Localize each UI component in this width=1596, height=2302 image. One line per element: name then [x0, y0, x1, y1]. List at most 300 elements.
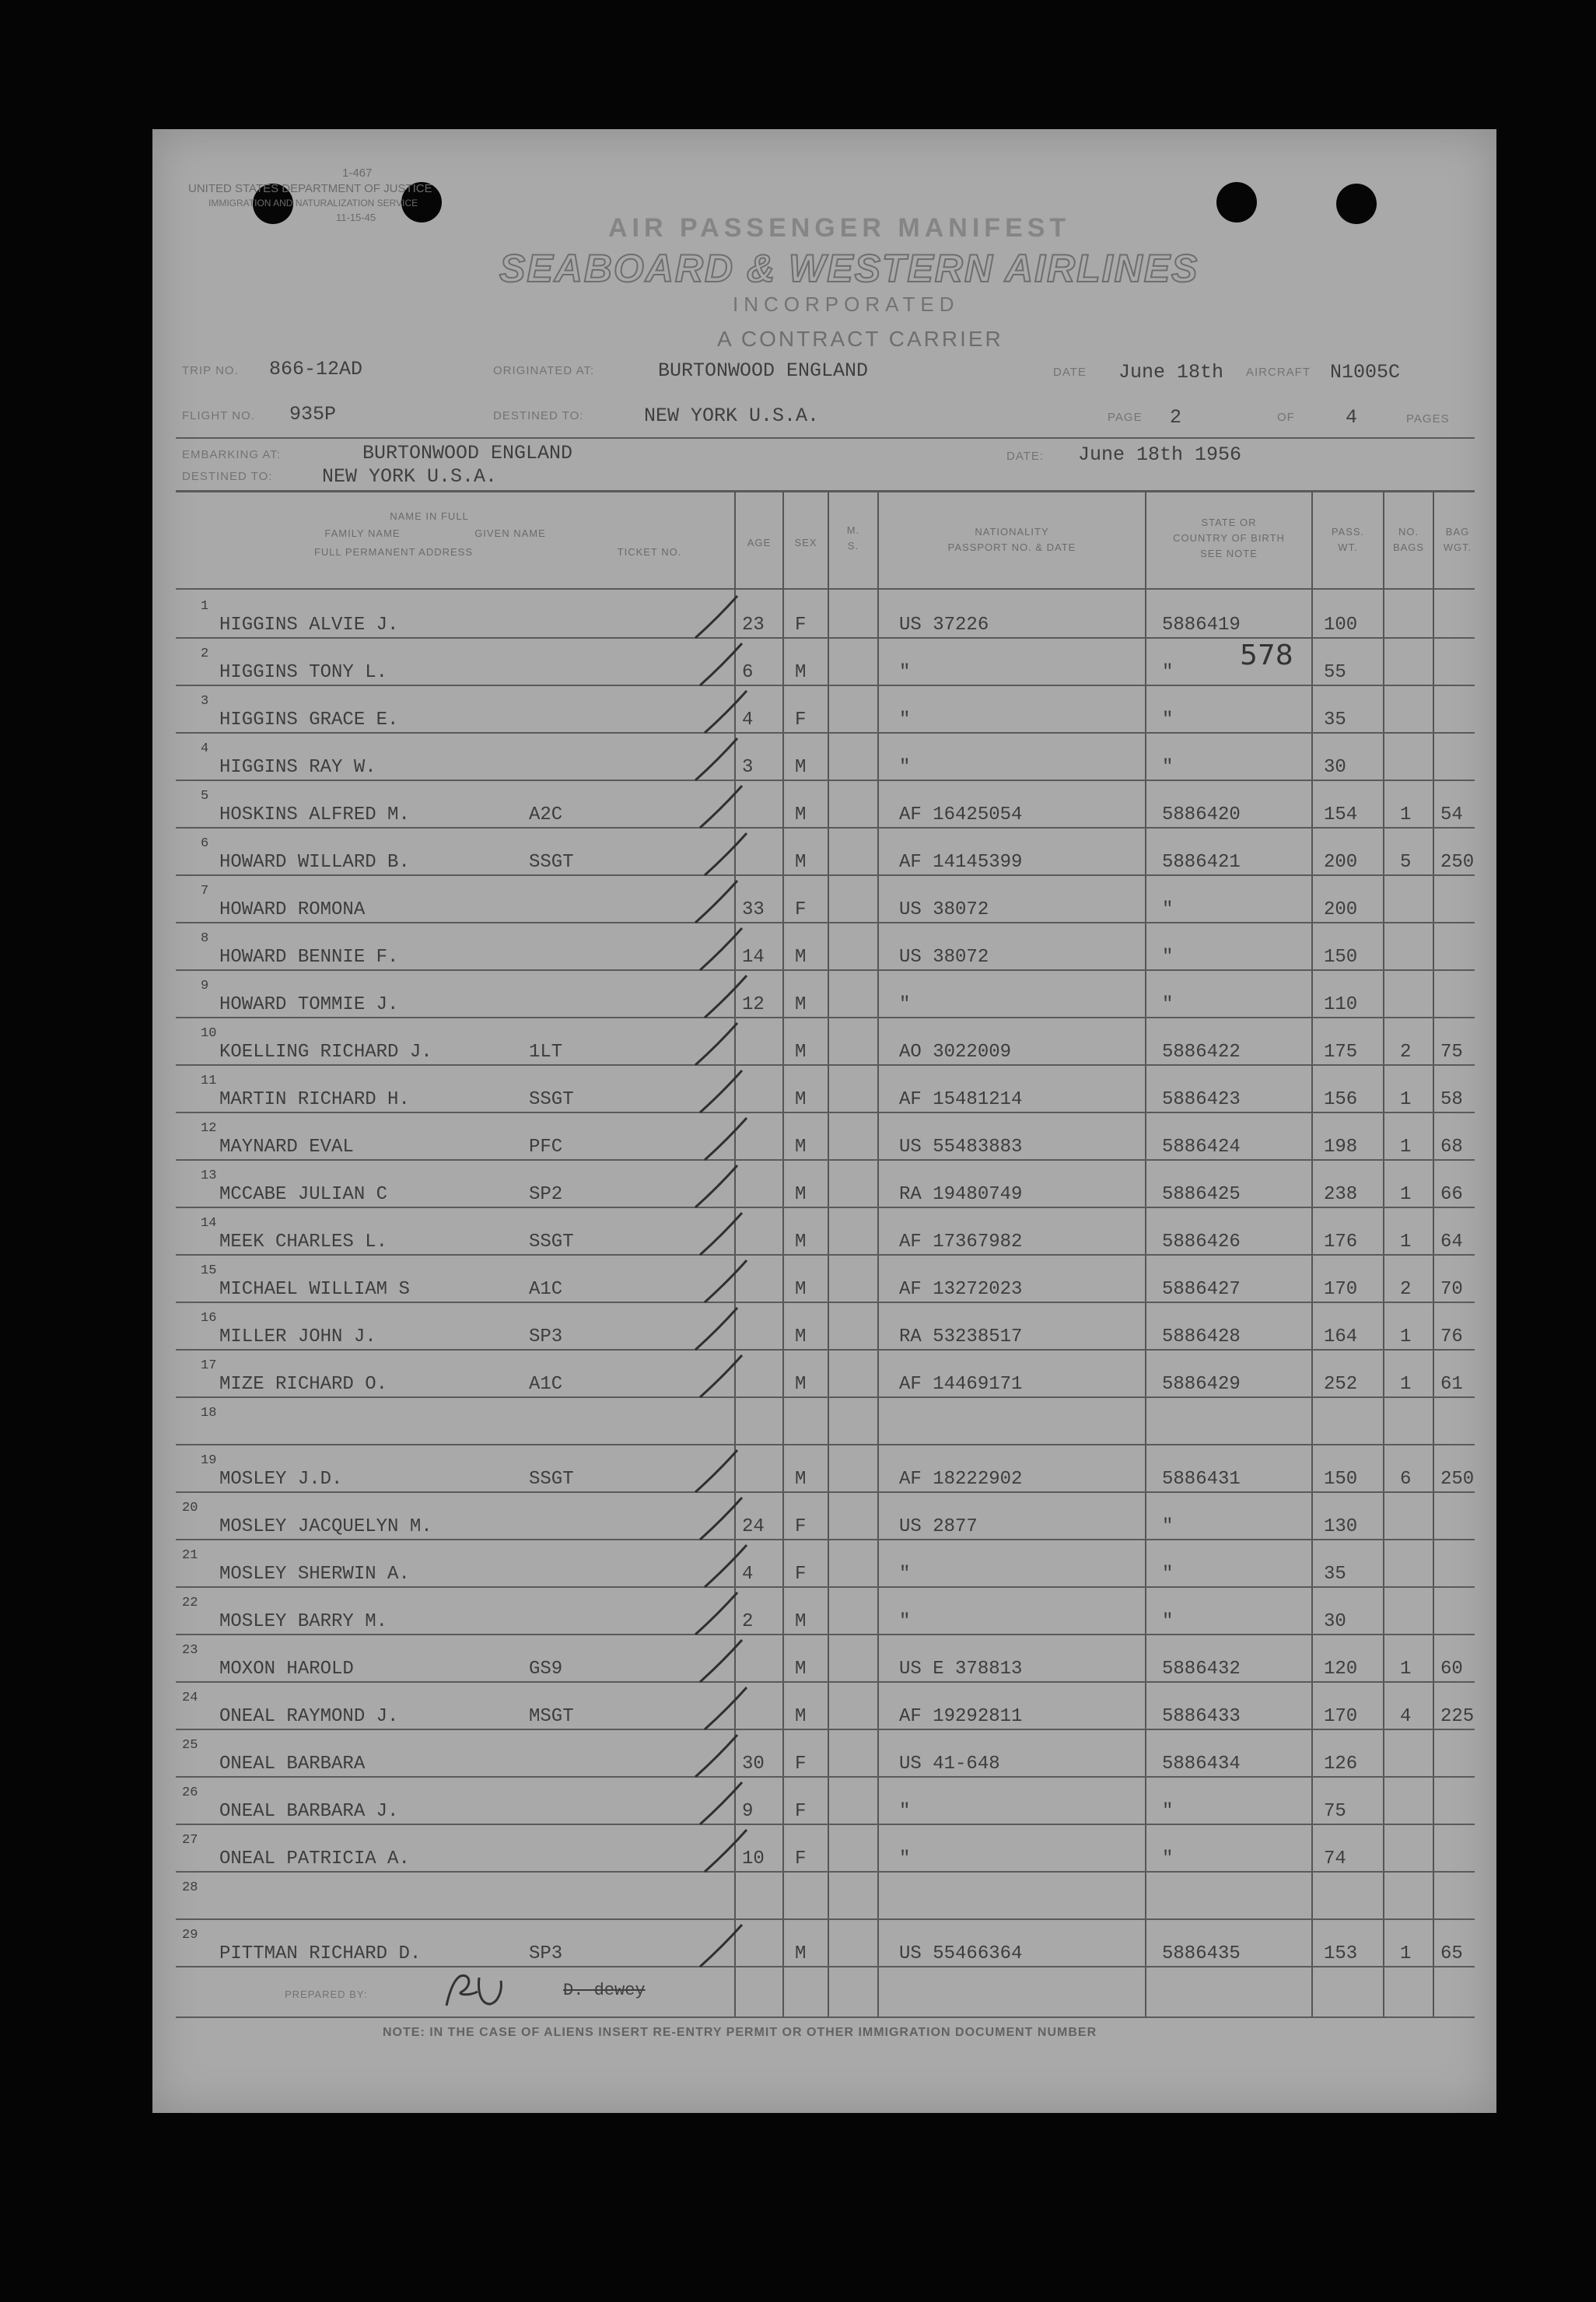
- cell-name: HIGGINS GRACE E.: [219, 710, 399, 731]
- cell-ticket: 5886433: [1162, 1706, 1241, 1727]
- agency-line-2: IMMIGRATION AND NATURALIZATION SERVICE: [208, 198, 418, 208]
- cell-wt: 100: [1324, 615, 1358, 636]
- cell-bags: 4: [1400, 1706, 1412, 1727]
- cell-ticket: 5886419: [1162, 615, 1241, 636]
- col-header-state-l2: COUNTRY OF BIRTH: [1173, 532, 1285, 544]
- cell-passport: ": [899, 757, 911, 778]
- cell-sex: M: [795, 1137, 807, 1158]
- cell-passport: ": [899, 994, 911, 1015]
- table-row: [152, 1208, 1496, 1256]
- cell-name: HIGGINS ALVIE J.: [219, 615, 399, 636]
- cell-sex: M: [795, 662, 807, 683]
- cell-ticket: ": [1162, 1564, 1174, 1585]
- cell-ticket: ": [1162, 1611, 1174, 1632]
- cell-rank: A1C: [529, 1374, 563, 1395]
- cell-bags: 2: [1400, 1042, 1412, 1063]
- row-number: 17: [201, 1358, 217, 1373]
- cell-ticket: 5886435: [1162, 1943, 1241, 1964]
- row-number: 15: [201, 1263, 217, 1278]
- cell-wt: 150: [1324, 1469, 1358, 1490]
- cell-sex: F: [795, 710, 807, 731]
- cell-rank: SSGT: [529, 1089, 574, 1110]
- check-mark: [689, 1922, 751, 1971]
- cell-passport: ": [899, 1611, 911, 1632]
- col-header-bags-l2: BAGS: [1392, 541, 1425, 553]
- cell-sex: F: [795, 899, 807, 920]
- cell-passport: AF 16425054: [899, 804, 1023, 825]
- cell-bags: 1: [1400, 804, 1412, 825]
- flight-no-value: 935P: [289, 403, 337, 426]
- cell-passport: US 38072: [899, 947, 989, 968]
- cell-name: MICHAEL WILLIAM S: [219, 1279, 410, 1300]
- punch-hole: [1216, 182, 1257, 222]
- destined-to2-value: NEW YORK U.S.A.: [322, 465, 498, 488]
- trip-no-value: 866-12AD: [269, 358, 363, 380]
- cell-sex: M: [795, 1089, 807, 1110]
- table-row: [152, 1066, 1496, 1113]
- footer-note: NOTE: IN THE CASE OF ALIENS INSERT RE-ENTRY PERMIT OR OTHER IMMIGRATION DOCUMENT NUMBER: [383, 2026, 1097, 2039]
- cell-rank: GS9: [529, 1659, 563, 1680]
- aircraft-value: N1005C: [1330, 361, 1401, 384]
- cell-passport: AF 17367982: [899, 1232, 1023, 1253]
- cell-age: 6: [742, 662, 754, 683]
- cell-age: 4: [742, 710, 754, 731]
- cell-name: MIZE RICHARD O.: [219, 1374, 388, 1395]
- cell-wt: 154: [1324, 804, 1358, 825]
- cell-wt: 30: [1324, 1611, 1346, 1632]
- table-row: [152, 1303, 1496, 1351]
- col-header-nat-l1: NATIONALITY: [975, 526, 1049, 538]
- cell-rank: SP2: [529, 1184, 563, 1205]
- cell-ticket: ": [1162, 710, 1174, 731]
- cell-wt: 153: [1324, 1943, 1358, 1964]
- col-header-ms-l1: M.: [846, 524, 860, 536]
- check-mark: [689, 1257, 751, 1307]
- table-row: [152, 1113, 1496, 1161]
- table-row: [152, 1778, 1496, 1825]
- cell-ticket: ": [1162, 1801, 1174, 1822]
- of-value: 4: [1346, 406, 1358, 429]
- cell-age: 2: [742, 1611, 754, 1632]
- cell-name: HOWARD WILLARD B.: [219, 852, 410, 873]
- check-mark: [689, 688, 754, 738]
- cell-passport: ": [899, 710, 911, 731]
- col-header-bags: [1384, 524, 1433, 555]
- cell-sex: M: [795, 1279, 807, 1300]
- prepared-by-label: PREPARED BY:: [285, 1988, 368, 2000]
- destined-to-label: DESTINED TO:: [493, 409, 584, 422]
- cell-name: HOSKINS ALFRED M.: [219, 804, 410, 825]
- cell-ticket: 5886426: [1162, 1232, 1241, 1253]
- check-mark: [689, 878, 751, 927]
- preparer-name: D. dewey: [563, 1981, 646, 2000]
- cell-wt: 200: [1324, 899, 1358, 920]
- cell-ticket: ": [1162, 947, 1174, 968]
- carrier-label: A CONTRACT CARRIER: [717, 327, 1003, 351]
- cell-sex: M: [795, 804, 807, 825]
- col-header-address: FULL PERMANENT ADDRESS: [313, 546, 474, 558]
- cell-age: 24: [742, 1516, 765, 1537]
- cell-passport: AO 3022009: [899, 1042, 1012, 1063]
- pages-label: PAGES: [1406, 412, 1450, 426]
- table-row: [152, 971, 1496, 1018]
- cell-name: ONEAL BARBARA J.: [219, 1801, 399, 1822]
- cell-sex: M: [795, 1184, 807, 1205]
- check-mark: [689, 783, 751, 832]
- cell-name: MARTIN RICHARD H.: [219, 1089, 410, 1110]
- table-row: [152, 686, 1496, 734]
- col-header-sex: SEX: [794, 537, 817, 548]
- destined-to2-label: DESTINED TO:: [182, 470, 273, 483]
- cell-bags: 1: [1400, 1943, 1412, 1964]
- table-row: [152, 923, 1496, 971]
- cell-sex: F: [795, 1564, 807, 1585]
- check-mark: [689, 593, 751, 643]
- table-row: [152, 1635, 1496, 1683]
- cell-bags: 1: [1400, 1326, 1412, 1347]
- cell-passport: AF 14145399: [899, 852, 1023, 873]
- row-number: 22: [182, 1596, 198, 1610]
- cell-age: 14: [742, 947, 765, 968]
- row-number: 3: [201, 694, 209, 709]
- cell-bags: 1: [1400, 1089, 1412, 1110]
- cell-passport: US 38072: [899, 899, 989, 920]
- cell-name: MEEK CHARLES L.: [219, 1232, 388, 1253]
- cell-ticket: 5886425: [1162, 1184, 1241, 1205]
- row-number: 5: [201, 789, 209, 804]
- cell-wt: 110: [1324, 994, 1358, 1015]
- cell-wt: 35: [1324, 1564, 1346, 1585]
- date2-value: June 18th 1956: [1078, 443, 1242, 466]
- table-row: [152, 1018, 1496, 1066]
- table-row: [152, 1588, 1496, 1635]
- cell-bags: 1: [1400, 1659, 1412, 1680]
- table-row: [152, 1540, 1496, 1588]
- col-header-bags-l1: NO.: [1398, 526, 1419, 538]
- cell-sex: M: [795, 757, 807, 778]
- row-number: 11: [201, 1074, 217, 1088]
- cell-name: MOXON HAROLD: [219, 1659, 354, 1680]
- cell-age: 12: [742, 994, 765, 1015]
- table-row: [152, 591, 1496, 639]
- table-row: [152, 1398, 1496, 1445]
- check-mark: [689, 972, 751, 1022]
- check-mark: [689, 1589, 754, 1639]
- table-row: [152, 1730, 1496, 1778]
- cell-passport: US 41-648: [899, 1754, 1000, 1775]
- row-number: 27: [182, 1833, 198, 1848]
- cell-bagwt: 54: [1440, 804, 1463, 825]
- of-label: OF: [1277, 411, 1295, 424]
- col-header-pass-l1: PASS.: [1331, 526, 1365, 538]
- table-row: [152, 1351, 1496, 1398]
- check-mark: [689, 1637, 751, 1687]
- check-mark: [689, 640, 754, 690]
- check-mark: [689, 1779, 754, 1829]
- cell-ticket: 5886434: [1162, 1754, 1241, 1775]
- table-row: [152, 829, 1496, 876]
- col-header-ms-l2: S.: [847, 540, 859, 552]
- originated-at-value: BURTONWOOD ENGLAND: [658, 359, 869, 382]
- cell-bags: 1: [1400, 1137, 1412, 1158]
- cell-bagwt: 60: [1440, 1659, 1463, 1680]
- row-number: 25: [182, 1738, 198, 1753]
- row-number: 10: [201, 1026, 217, 1041]
- col-header-family: FAMILY NAME: [324, 527, 401, 539]
- cell-sex: M: [795, 1042, 807, 1063]
- page-label: PAGE: [1108, 411, 1143, 424]
- cell-ticket: ": [1162, 899, 1174, 920]
- manifest-title: AIR PASSENGER MANIFEST: [608, 213, 1071, 243]
- col-header-state-l3: SEE NOTE: [1200, 548, 1258, 559]
- incorporated-label: INCORPORATED: [733, 293, 960, 316]
- cell-wt: 200: [1324, 852, 1358, 873]
- cell-name: MOSLEY BARRY M.: [219, 1611, 388, 1632]
- col-header-name: NAME IN FULL: [390, 510, 469, 522]
- cell-sex: M: [795, 994, 807, 1015]
- table-row: [152, 1825, 1496, 1873]
- cell-passport: ": [899, 1848, 911, 1869]
- manifest-sheet: [152, 129, 1496, 2113]
- row-number: 29: [182, 1928, 198, 1943]
- cell-sex: M: [795, 1232, 807, 1253]
- cell-bags: 2: [1400, 1279, 1412, 1300]
- row-number: 26: [182, 1785, 198, 1800]
- handwritten-number: 578: [1240, 639, 1293, 671]
- cell-wt: 120: [1324, 1659, 1358, 1680]
- cell-ticket: 5886432: [1162, 1659, 1241, 1680]
- cell-bagwt: 225: [1440, 1706, 1475, 1727]
- table-bottom-line: [176, 2016, 1475, 2018]
- cell-bagwt: 250: [1440, 852, 1475, 873]
- cell-passport: ": [899, 1801, 911, 1822]
- cell-age: 23: [742, 615, 765, 636]
- cell-wt: 55: [1324, 662, 1346, 683]
- row-number: 20: [182, 1501, 198, 1515]
- row-number: 23: [182, 1643, 198, 1658]
- cell-passport: US 37226: [899, 615, 989, 636]
- cell-bagwt: 66: [1440, 1184, 1463, 1205]
- trip-no-label: TRIP NO.: [182, 364, 239, 377]
- cell-sex: F: [795, 1848, 807, 1869]
- row-number: 28: [182, 1880, 198, 1895]
- col-header-ms: [829, 523, 877, 554]
- cell-passport: US 55466364: [899, 1943, 1023, 1964]
- cell-passport: US 2877: [899, 1516, 978, 1537]
- check-mark: [689, 1162, 751, 1212]
- cell-rank: MSGT: [529, 1706, 574, 1727]
- airline-name: SEABOARD & WESTERN AIRLINES: [499, 247, 1199, 290]
- cell-passport: US 55483883: [899, 1137, 1023, 1158]
- check-mark: [689, 1684, 751, 1734]
- check-mark: [689, 830, 751, 880]
- cell-bagwt: 76: [1440, 1326, 1463, 1347]
- cell-passport: AF 13272023: [899, 1279, 1023, 1300]
- embarking-at-value: BURTONWOOD ENGLAND: [362, 442, 573, 464]
- cell-age: 10: [742, 1848, 765, 1869]
- row-number: 21: [182, 1548, 198, 1563]
- aircraft-label: AIRCRAFT: [1246, 366, 1311, 379]
- cell-age: 4: [742, 1564, 754, 1585]
- cell-bagwt: 70: [1440, 1279, 1463, 1300]
- row-number: 19: [201, 1453, 217, 1468]
- originated-at-label: ORIGINATED AT:: [493, 364, 595, 377]
- cell-ticket: 5886420: [1162, 804, 1241, 825]
- row-number: 24: [182, 1691, 198, 1705]
- divider: [176, 437, 1475, 439]
- cell-name: MAYNARD EVAL: [219, 1137, 354, 1158]
- check-mark: [689, 1447, 751, 1497]
- cell-name: KOELLING RICHARD J.: [219, 1042, 432, 1063]
- cell-bagwt: 68: [1440, 1137, 1463, 1158]
- cell-wt: 35: [1324, 710, 1346, 731]
- cell-age: 9: [742, 1801, 754, 1822]
- cell-bagwt: 65: [1440, 1943, 1463, 1964]
- cell-rank: SP3: [529, 1943, 563, 1964]
- cell-wt: 175: [1324, 1042, 1358, 1063]
- table-row: [152, 1493, 1496, 1540]
- table-top-line: [176, 490, 1475, 492]
- check-mark: [689, 1352, 751, 1402]
- cell-wt: 130: [1324, 1516, 1358, 1537]
- cell-name: ONEAL RAYMOND J.: [219, 1706, 399, 1727]
- cell-sex: F: [795, 615, 807, 636]
- row-number: 16: [201, 1311, 217, 1326]
- check-mark: [689, 1494, 751, 1544]
- table-row: [152, 1256, 1496, 1303]
- table-row: [152, 1161, 1496, 1208]
- destined-to-value: NEW YORK U.S.A.: [644, 405, 820, 427]
- cell-passport: US E 378813: [899, 1659, 1023, 1680]
- cell-bagwt: 75: [1440, 1042, 1463, 1063]
- cell-bagwt: 250: [1440, 1469, 1475, 1490]
- col-header-nat-l2: PASSPORT NO. & DATE: [947, 541, 1076, 553]
- col-header-nationality: [879, 524, 1145, 555]
- cell-name: PITTMAN RICHARD D.: [219, 1943, 422, 1964]
- cell-rank: 1LT: [529, 1042, 563, 1063]
- check-mark: [689, 1305, 751, 1354]
- cell-bags: 1: [1400, 1184, 1412, 1205]
- row-number: 2: [201, 646, 209, 661]
- row-line: [176, 1966, 1475, 1967]
- cell-ticket: 5886423: [1162, 1089, 1241, 1110]
- cell-name: ONEAL PATRICIA A.: [219, 1848, 410, 1869]
- table-row: [152, 1920, 1496, 1967]
- cell-name: MCCABE JULIAN C: [219, 1184, 388, 1205]
- cell-ticket: 5886429: [1162, 1374, 1241, 1395]
- table-row: [152, 1683, 1496, 1730]
- table-row: [152, 1445, 1496, 1493]
- row-number: 8: [201, 931, 209, 946]
- cell-name: HOWARD BENNIE F.: [219, 947, 399, 968]
- cell-ticket: ": [1162, 757, 1174, 778]
- cell-sex: F: [795, 1801, 807, 1822]
- cell-wt: 156: [1324, 1089, 1358, 1110]
- cell-sex: M: [795, 1374, 807, 1395]
- table-row: [152, 639, 1496, 686]
- row-number: 14: [201, 1216, 217, 1231]
- col-header-given: GIVEN NAME: [474, 527, 546, 539]
- col-header-state: [1146, 515, 1311, 562]
- date-label: DATE: [1053, 366, 1087, 379]
- cell-sex: F: [795, 1516, 807, 1537]
- initials-signature: [439, 1968, 509, 2015]
- col-header-ticket: TICKET NO.: [617, 546, 682, 558]
- cell-age: 3: [742, 757, 754, 778]
- cell-bags: 5: [1400, 852, 1412, 873]
- cell-name: MOSLEY JACQUELYN M.: [219, 1516, 432, 1537]
- cell-sex: M: [795, 1611, 807, 1632]
- table-row: [152, 734, 1496, 781]
- cell-age: 33: [742, 899, 765, 920]
- cell-bags: 1: [1400, 1232, 1412, 1253]
- date-value: June 18th: [1118, 361, 1224, 384]
- cell-rank: A1C: [529, 1279, 563, 1300]
- cell-sex: F: [795, 1754, 807, 1775]
- check-mark: [689, 1020, 751, 1070]
- col-header-bag-l1: BAG: [1445, 526, 1470, 538]
- cell-passport: AF 14469171: [899, 1374, 1023, 1395]
- cell-sex: M: [795, 1659, 807, 1680]
- check-mark: [689, 1827, 751, 1876]
- cell-name: HIGGINS TONY L.: [219, 662, 388, 683]
- check-mark: [689, 1210, 751, 1260]
- cell-wt: 176: [1324, 1232, 1358, 1253]
- cell-wt: 252: [1324, 1374, 1358, 1395]
- cell-ticket: 5886427: [1162, 1279, 1241, 1300]
- cell-name: HIGGINS RAY W.: [219, 757, 376, 778]
- cell-name: HOWARD TOMMIE J.: [219, 994, 399, 1015]
- cell-sex: M: [795, 947, 807, 968]
- check-mark: [689, 1067, 751, 1117]
- date2-label: DATE:: [1006, 450, 1045, 463]
- cell-wt: 150: [1324, 947, 1358, 968]
- cell-sex: M: [795, 852, 807, 873]
- cell-wt: 164: [1324, 1326, 1358, 1347]
- col-header-pass-wt: [1313, 524, 1383, 555]
- cell-wt: 198: [1324, 1137, 1358, 1158]
- cell-rank: PFC: [529, 1137, 563, 1158]
- table-row: [152, 1873, 1496, 1920]
- table-row: [152, 781, 1496, 829]
- col-header-bag-l2: WGT.: [1443, 541, 1472, 553]
- cell-ticket: ": [1162, 1516, 1174, 1537]
- cell-sex: M: [795, 1469, 807, 1490]
- cell-bagwt: 61: [1440, 1374, 1463, 1395]
- flight-no-label: FLIGHT NO.: [182, 409, 255, 422]
- cell-passport: AF 18222902: [899, 1469, 1023, 1490]
- cell-wt: 170: [1324, 1279, 1358, 1300]
- row-number: 9: [201, 979, 209, 993]
- row-number: 13: [201, 1169, 217, 1183]
- cell-wt: 126: [1324, 1754, 1358, 1775]
- cell-wt: 75: [1324, 1801, 1346, 1822]
- cell-wt: 170: [1324, 1706, 1358, 1727]
- cell-name: MOSLEY SHERWIN A.: [219, 1564, 410, 1585]
- table-row: [152, 876, 1496, 923]
- cell-ticket: ": [1162, 994, 1174, 1015]
- cell-rank: A2C: [529, 804, 563, 825]
- check-mark: [689, 925, 751, 975]
- cell-ticket: ": [1162, 662, 1174, 683]
- row-number: 12: [201, 1121, 217, 1136]
- check-mark: [689, 735, 754, 785]
- check-mark: [689, 1732, 751, 1782]
- cell-ticket: 5886428: [1162, 1326, 1241, 1347]
- cell-passport: AF 19292811: [899, 1706, 1023, 1727]
- cell-wt: 238: [1324, 1184, 1358, 1205]
- cell-ticket: 5886424: [1162, 1137, 1241, 1158]
